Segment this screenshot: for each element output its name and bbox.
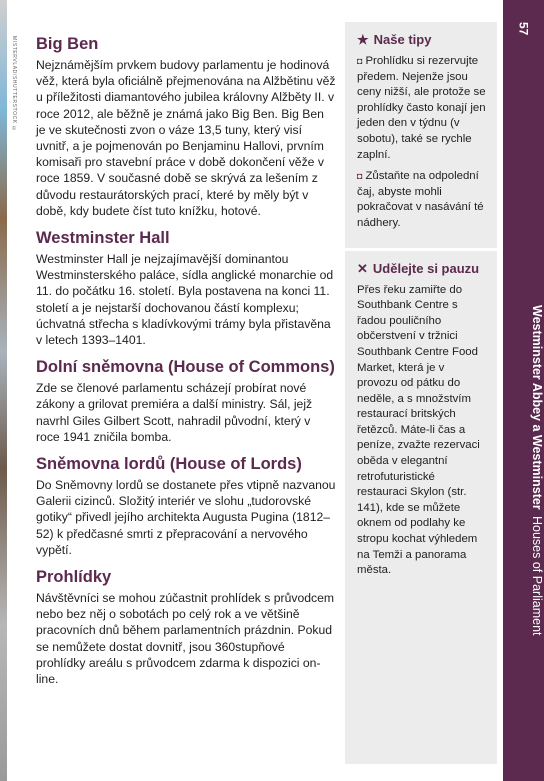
bullet-icon: ◘ [357, 56, 363, 66]
chapter-title-regular: Houses of Parliament [530, 515, 544, 636]
section-title: Big Ben [36, 35, 99, 53]
tips-box [345, 22, 497, 248]
fork-knife-icon: ✕ [357, 260, 368, 276]
section-text: Návštěvníci se mohou zúčastnit prohlídek s průvodcem nebo bez něj o sobotách po celý rok a ve většině pracovních dnů během parlamentních prázdnin. Pokud se nemůžete dostat dovnitř, jsou 360stupňové prohlídky areálu s průvodcem zdarma k dispozici on-line. [36, 591, 335, 687]
section-house-of-commons [36, 357, 336, 445]
section-big-ben [36, 34, 336, 219]
page-number: 57 [516, 22, 531, 36]
bullet-icon: ◘ [357, 171, 363, 182]
tips-box-title: Naše tipy [373, 32, 432, 47]
tip-text: Prohlídku si rezervujte předem. Nejenže jsou ceny nižší, ale protože se prohlídky často konají jen jeden den v týdnu (v sobotu), také se rychle zaplní. [357, 55, 486, 161]
section-text: Zde se členové parlamentu scházejí probírat nové zákony a grilovat premiéra a další ministry. Sál, jejž navrhl Giles Gilbert Scott, nahradil původní, který v roce 1941 zničila bomba. [36, 381, 313, 444]
tips-box-header [357, 32, 487, 48]
main-column [36, 34, 336, 696]
section-westminster-hall [36, 228, 336, 348]
section-text: Nejznámějším prvkem budovy parlamentu je hodinová věž, která byla oficiálně přejmenována na Alžbětinu věž u příležitosti diamantového jubilea královny Alžběty II. v roce 2012, ale běžně je známá jako Big Ben. Big Ben je ve skutečnosti zvon o váze 13,5 tuny, který visí uvnitř, a je pojmenován po Benjaminu Hallovi, prvním komisaři pro stavební práce v době dokončení věže v roce 1859. V současné době se skrývá za lešením z důvodu restaurátorských prací, které by měly být v době, kdy budete číst tuto knížku, hotové. [36, 58, 336, 218]
section-title: Westminster Hall [36, 229, 170, 248]
section-title: Prohlídky [36, 568, 112, 587]
tip-text: Zůstaňte na odpolední čaj, abyste mohli pokračovat v nasávání té nádhery. [357, 170, 484, 229]
photo-credit: MISTERVLAD/SHUTTERSTOCK © [11, 36, 17, 133]
section-tours [36, 567, 336, 687]
sidebar [345, 22, 497, 764]
photo-edge-strip [0, 0, 7, 781]
chapter-title [503, 270, 544, 670]
star-icon: ★ [357, 32, 369, 47]
break-box-text: Přes řeku zamiřte do Southbank Centre s řadou pouličního občerstvení v tržnici Southbank Centre Food Market, která je v provozu od pátku do neděle, a s množstvím restaurací britských řetězců. Máte-li čas a peníze, zvažte rezervaci oběda v elegantní retrofuturistické restauraci Skylon (str. 141), kde se můžete oknem od podlahy ke stropu kochat výhledem na Temži a panorama města. [357, 283, 480, 577]
section-text: Do Sněmovny lordů se dostanete přes vtipně nazvanou Galerii cizinců. Složitý interiér ve slohu „tudorovské gotiky“ přivedl jejího architekta Augusta Pugina (1812–52) k předčasné smrti z přepracování a nervového vypětí. [36, 478, 336, 557]
section-title: Dolní sněmovna (House of Commons) [36, 358, 335, 377]
break-box [345, 248, 497, 589]
tip-item [357, 169, 487, 231]
tip-item [357, 54, 487, 163]
chapter-title-bold: Westminster Abbey a Westminster [530, 304, 544, 510]
break-box-title: Udělejte si pauzu [372, 260, 480, 276]
section-house-of-lords [36, 454, 336, 558]
chapter-band [503, 0, 544, 781]
section-title: Sněmovna lordů (House of Lords) [36, 455, 302, 474]
break-box-header [357, 261, 487, 277]
section-text: Westminster Hall je nejzajímavější dominantou Westminsterského paláce, sídla anglické monarchie od 11. do počátku 16. století. Byla postavena na konci 11. století a je nejstarší dochovanou částí komplexu; úchvatná střecha s kladívkovými trámy byla přistavěna v letech 1393–1401. [36, 252, 334, 348]
